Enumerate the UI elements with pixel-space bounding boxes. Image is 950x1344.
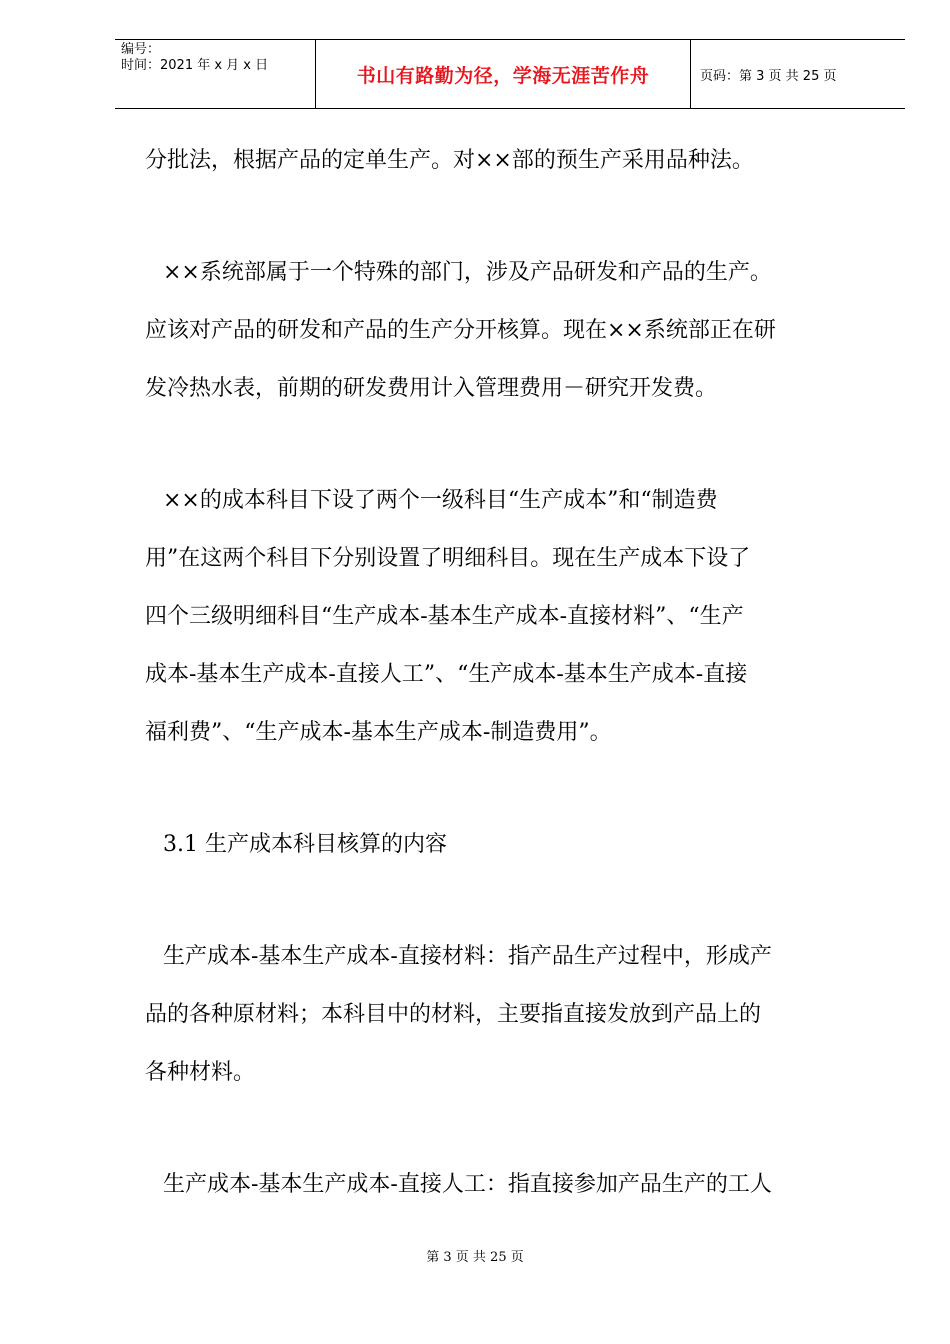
header-meta	[115, 40, 315, 110]
paragraph-5	[145, 1156, 885, 1214]
paragraph-3	[145, 472, 885, 762]
text-line: ××的成本科目下设了两个一级科目“生产成本”和“制造费	[163, 488, 718, 513]
paragraph-1	[145, 132, 885, 190]
motto: 书山有路勤为径，学海无涯苦作舟	[356, 64, 650, 87]
paragraph-2	[145, 244, 885, 418]
text-line: 应该对产品的研发和产品的生产分开核算。现在××系统部正在研	[145, 318, 776, 343]
time-label: 时间：2021 年 x 月 x 日	[121, 58, 269, 73]
text-line: 生产成本-基本生产成本-直接人工：指直接参加产品生产的工人	[163, 1172, 772, 1197]
page-header	[115, 39, 905, 109]
footer-page-number: 第 3 页 共 25 页	[426, 1250, 524, 1265]
page-info: 页码：第 3 页 共 25 页	[700, 68, 837, 84]
number-label: 编号：	[121, 42, 161, 57]
paragraph-4	[145, 928, 885, 1102]
text-line: 四个三级明细科目“生产成本-基本生产成本-直接材料”、“生产	[145, 604, 744, 629]
text-line: 生产成本-基本生产成本-直接材料：指产品生产过程中，形成产	[163, 944, 772, 969]
header-page-info-cell	[690, 40, 905, 108]
text-line: 发冷热水表，前期的研发费用计入管理费用－研究开发费。	[145, 376, 718, 401]
text-line: 福利费”、“生产成本-基本生产成本-制造费用”。	[145, 720, 612, 745]
section-heading: 3.1 生产成本科目核算的内容	[163, 832, 447, 857]
text-line: 品的各种原材料；本科目中的材料，主要指直接发放到产品上的	[145, 1002, 762, 1027]
page-footer	[0, 1246, 950, 1265]
text-line: 成本-基本生产成本-直接人工”、“生产成本-基本生产成本-直接	[145, 662, 748, 687]
document-body	[145, 132, 885, 1214]
text-line: 用”在这两个科目下分别设置了明细科目。现在生产成本下设了	[145, 546, 751, 571]
header-motto-cell	[315, 40, 691, 108]
text-line: 各种材料。	[145, 1060, 256, 1085]
text-line: ××系统部属于一个特殊的部门，涉及产品研发和产品的生产。	[163, 260, 772, 285]
text-line: 分批法，根据产品的定单生产。对××部的预生产采用品种法。	[145, 148, 754, 173]
